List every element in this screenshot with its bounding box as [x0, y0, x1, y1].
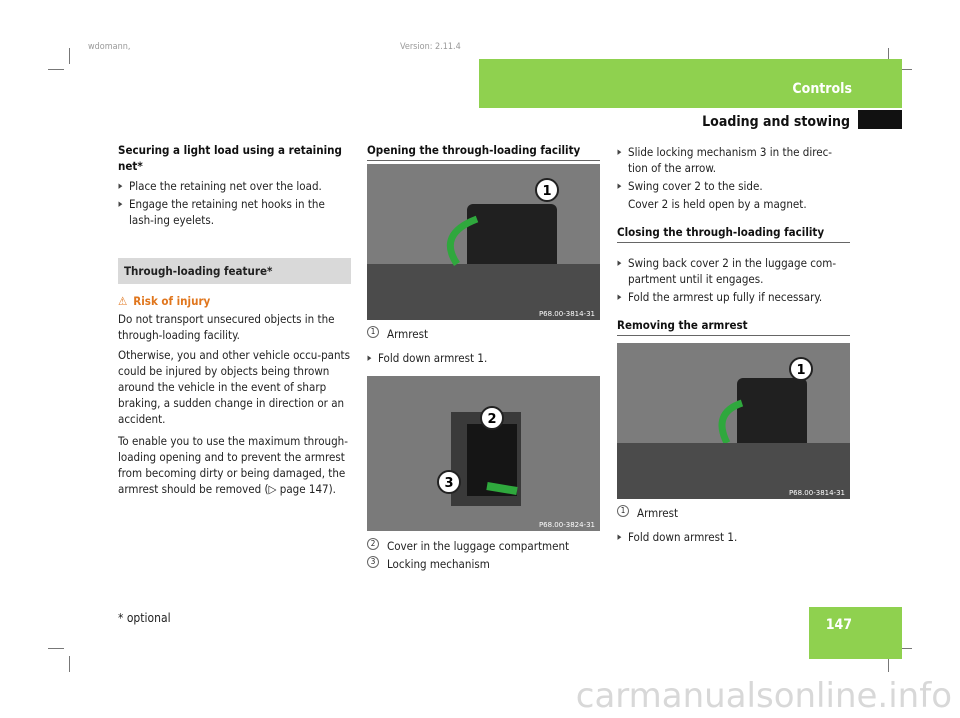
crop-mark: [69, 656, 70, 672]
crop-mark: [48, 69, 64, 70]
list-item: ▶ Fold down armrest 1.: [367, 350, 600, 366]
list-item: ▶ Fold the armrest up fully if necessary.: [617, 289, 850, 305]
column-2: [367, 142, 600, 161]
list-item: ▶ Swing back cover 2 in the luggage com-partment until it engages.: [617, 255, 850, 287]
svg-text:1: 1: [796, 363, 806, 378]
column-2-captions-2: [367, 538, 600, 572]
photo-code: P68.00-3814-31: [538, 310, 595, 318]
footnote: * optional: [118, 611, 171, 625]
warning-title: ⚠ Risk of injury: [118, 294, 211, 308]
page-title: Loading and stowing: [702, 114, 850, 130]
heading-opening: Opening the through-loading facility: [367, 142, 600, 161]
photo-code: P68.00-3814-31: [788, 489, 845, 497]
page-number: 147: [825, 617, 852, 633]
column-2-captions: [367, 326, 600, 366]
crop-mark: [48, 648, 64, 649]
warning-text-1: Do not transport unsecured objects in the through-loading facility.: [118, 312, 335, 342]
paragraph: To enable you to use the maximum through-loading opening and to prevent the armrest from becoming dirty or being damaged, the armrest should be removed (▷ page 147).: [118, 434, 348, 496]
caption-armrest-2: 1 Armrest: [617, 505, 850, 521]
caption-armrest: 1 Armrest: [367, 326, 600, 342]
caption-cover: 2 Cover in the luggage compartment: [367, 538, 600, 554]
warning-text-2: Otherwise, you and other vehicle occu-pants could be injured by objects being thrown around the vehicle in the event of sharp braking, a sudden change in direction or an accident.: [118, 348, 350, 426]
note: Cover 2 is held open by a magnet.: [628, 197, 807, 211]
list-item: ▶ Place the retaining net over the load.: [118, 178, 351, 194]
box-title: Through-loading feature*: [118, 258, 351, 284]
photo-armrest-2: [617, 343, 850, 499]
warning-icon: ⚠: [118, 294, 128, 308]
crop-mark: [69, 48, 70, 64]
photo-armrest: [367, 164, 600, 320]
section-label: Controls: [792, 81, 852, 97]
column-3: [617, 142, 850, 336]
column-1: [118, 142, 351, 497]
list-item: ▶ Engage the retaining net hooks in the lash-ing eyelets.: [118, 196, 351, 228]
list-item: ▶ Slide locking mechanism 3 in the direc-tion of the arrow.: [617, 144, 850, 176]
list-item: ▶ Swing cover 2 to the side.: [617, 178, 850, 194]
heading-retaining-net: Securing a light load using a retaining net*: [118, 143, 342, 173]
heading-closing: Closing the through-loading facility: [617, 224, 850, 243]
photo-code: P68.00-3824-31: [538, 521, 595, 529]
caption-locking: 3 Locking mechanism: [367, 556, 600, 572]
column-3-captions: [617, 505, 850, 545]
photo-cover: [367, 376, 600, 531]
svg-text:3: 3: [444, 476, 454, 491]
section-bar: [479, 59, 902, 108]
page-number-box: [809, 607, 902, 659]
svg-text:2: 2: [487, 412, 497, 427]
list-item: ▶ Fold down armrest 1.: [617, 529, 850, 545]
meta-version: Version: 2.11.4: [400, 42, 461, 52]
svg-text:1: 1: [542, 184, 552, 199]
meta-author: wdomann,: [88, 42, 131, 52]
heading-removing: Removing the armrest: [617, 317, 850, 336]
watermark: carmanualsonline.info: [575, 676, 952, 716]
title-marker: [858, 110, 902, 129]
